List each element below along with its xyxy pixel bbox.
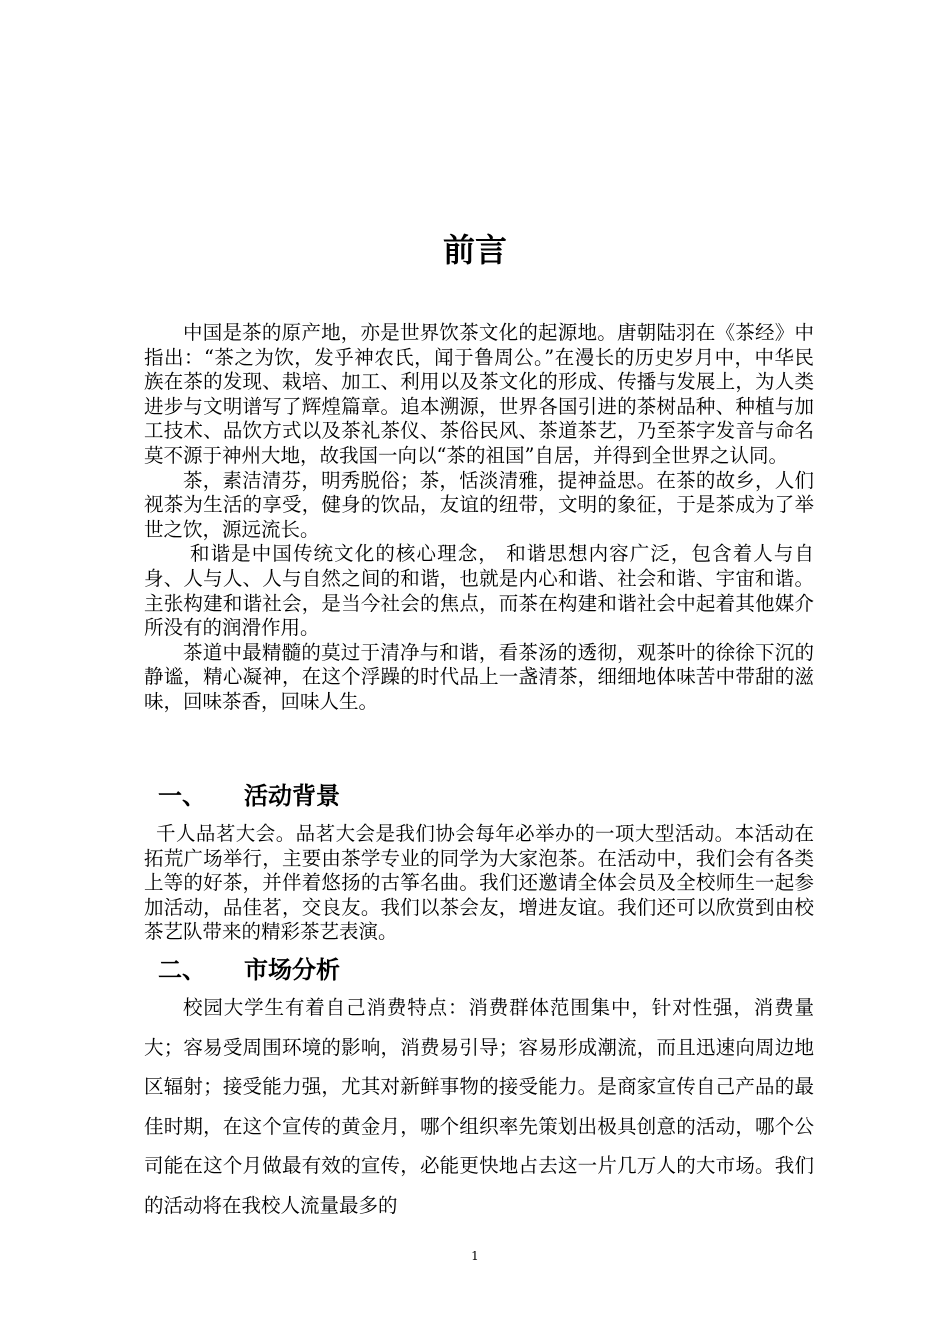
- market-paragraph: 校园大学生有着自己消费特点：消费群体范围集中，针对性强，消费量大；容易受周围环境的影响，消费易引导；容易形成潮流，而且迅速向周边地区辐射；接受能力强，尤其对新鲜事物的接受能力。是商家宣传自己产品的最佳时期，在这个宣传的黄金月，哪个组织率先策划出极具创意的活动，哪个公司能在这个月做最有效的宣传，必能更快地占去这一片几万人的大市场。我们的活动将在我校人流量最多的: [144, 996, 814, 1217]
- background-section: [144, 822, 814, 945]
- section-title: 活动背景: [244, 782, 340, 810]
- page-title: 前言: [442, 231, 507, 269]
- section-heading-market: [158, 954, 340, 986]
- preface-paragraph-3: 和谐是中国传统文化的核心理念， 和谐思想内容广泛，包含着人与自身、人与人、人与自然之间的和谐，也就是内心和谐、社会和谐、宇宙和谐。主张构建和谐社会，是当今社会的焦点，而茶在构建和谐社会中起着其他媒介所没有的润滑作用。: [144, 542, 814, 640]
- background-paragraph: 千人品茗大会。品茗大会是我们协会每年必举办的一项大型活动。本活动在拓荒广场举行，主要由茶学专业的同学为大家泡茶。在活动中，我们会有各类上等的好茶，并伴着悠扬的古筝名曲。我们还邀请全体会员及全校师生一起参加活动，品佳茗，交良友。我们以茶会友，增进友谊。我们还可以欣赏到由校茶艺队带来的精彩茶艺表演。: [144, 822, 814, 944]
- section-title: 市场分析: [244, 956, 340, 984]
- preface-paragraph-1: 中国是茶的原产地，亦是世界饮茶文化的起源地。唐朝陆羽在《茶经》中指出：“茶之为饮，发乎神农氏，闻于鲁周公。”在漫长的历史岁月中，中华民族在茶的发现、栽培、加工、利用以及茶文化的形成、传播与发展上，为人类进步与文明谱写了辉煌篇章。追本溯源，世界各国引进的茶树品种、种植与加工技术、品饮方式以及茶礼茶仪、茶俗民风、茶道茶艺，乃至茶字发音与命名莫不源于神州大地，故我国一向以“茶的祖国”自居，并得到全世界之认同。: [144, 321, 814, 467]
- market-section: [144, 988, 814, 1225]
- section-number: 二、: [158, 956, 206, 984]
- page-number: 1: [471, 1249, 479, 1263]
- preface-paragraph-4: 茶道中最精髓的莫过于清净与和谐，看茶汤的透彻，观茶叶的徐徐下沉的静谧，精心凝神，在这个浮躁的时代品上一盏清茶，细细地体味苦中带甜的滋味，回味茶香，回味人生。: [144, 640, 814, 713]
- section-number: 一、: [158, 782, 206, 810]
- preface-section: [144, 321, 814, 715]
- preface-paragraph-2: 茶，素洁清芬，明秀脱俗；茶，恬淡清雅，提神益思。在茶的故乡，人们视茶为生活的享受，健身的饮品，友谊的纽带，文明的象征，于是茶成为了举世之饮，源远流长。: [144, 468, 814, 541]
- section-heading-background: [158, 780, 340, 812]
